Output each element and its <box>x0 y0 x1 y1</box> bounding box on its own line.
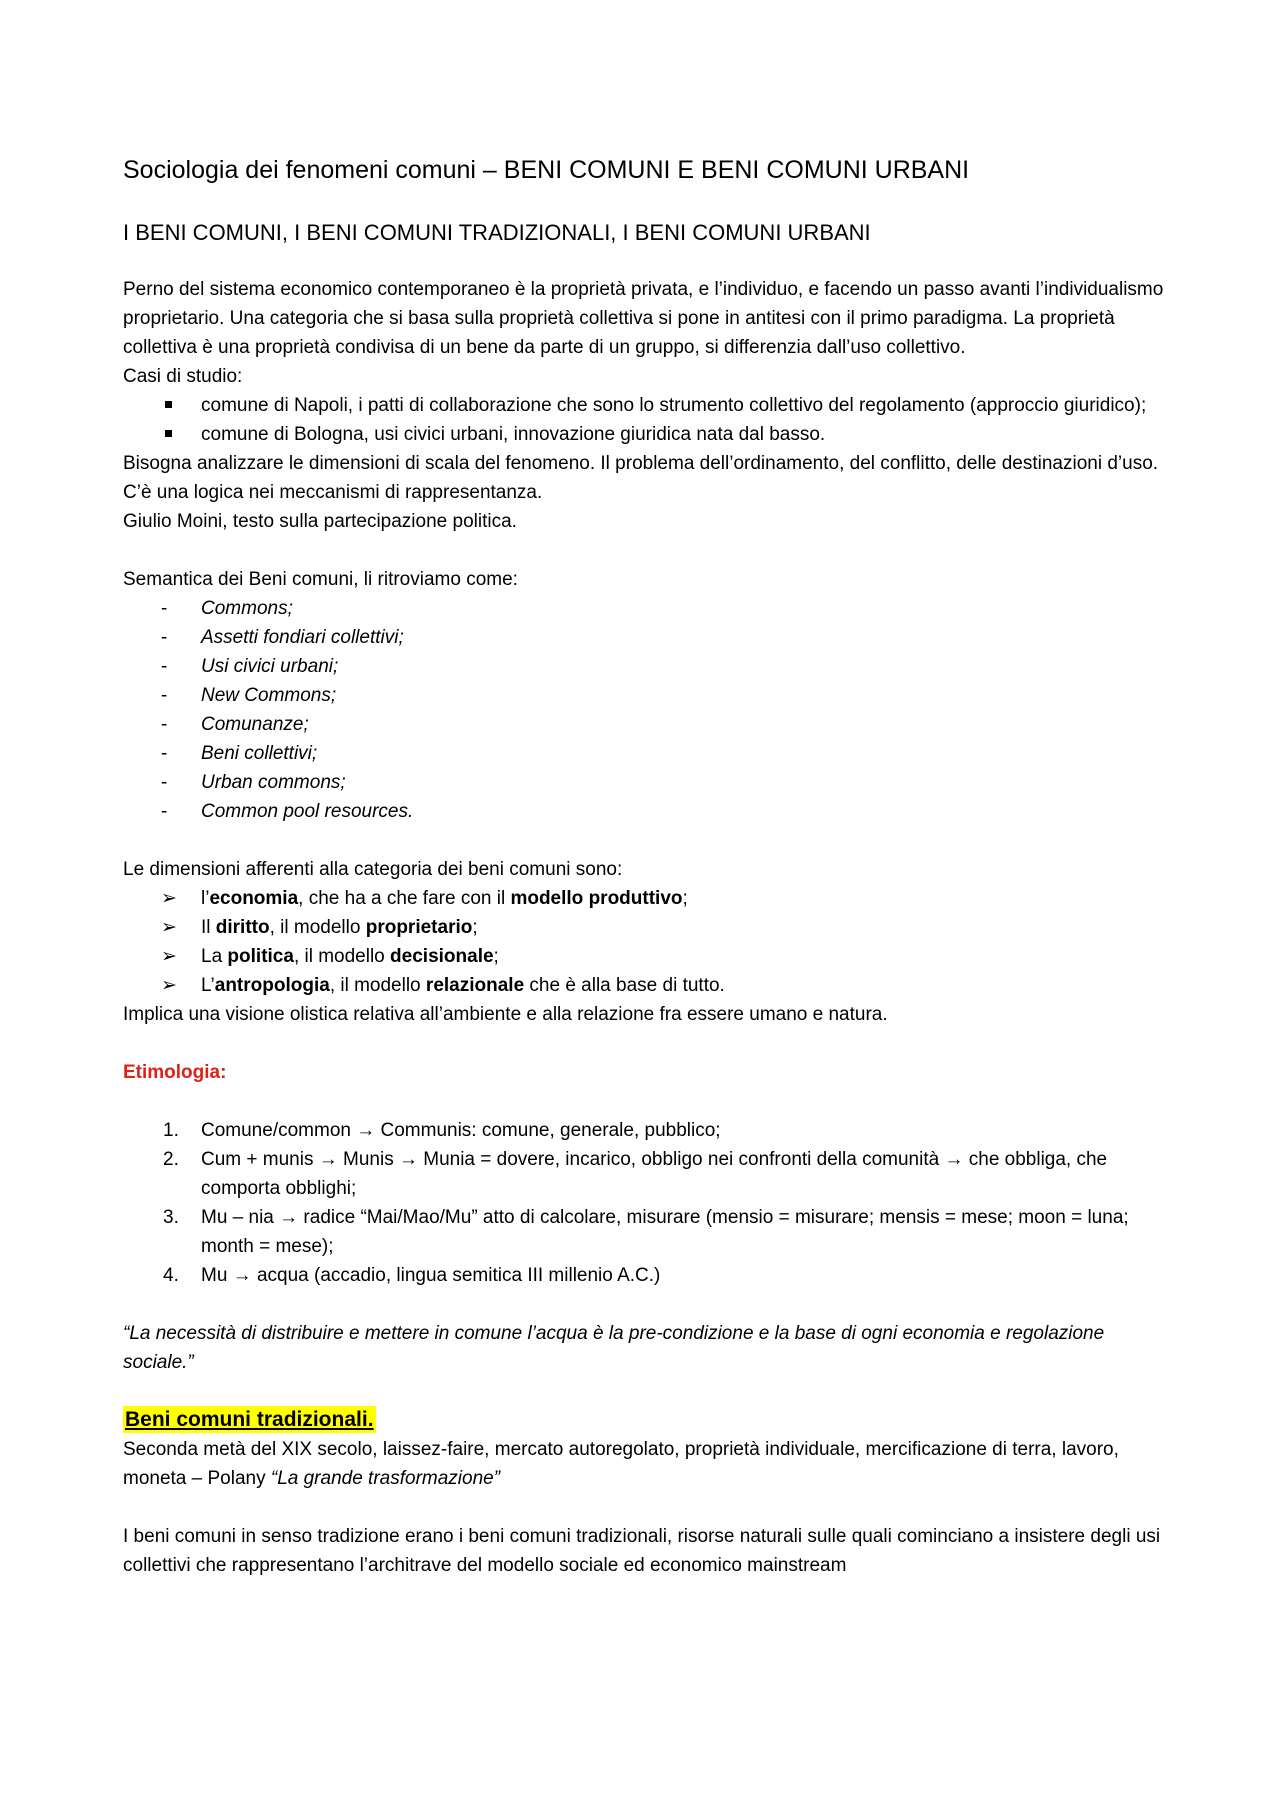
list-item: ➢ l’economia, che ha a che fare con il modello produttivo; <box>123 884 1180 913</box>
arrow-bullet-icon: ➢ <box>161 946 177 967</box>
arrow-bullet-icon: ➢ <box>161 975 177 996</box>
dash-bullet-icon: - <box>161 743 168 764</box>
semantica-list <box>123 594 1180 826</box>
list-item: 2. Cum + munis → Munis → Munia = dovere, incarico, obbligo nei confronti della comunità → che obbliga, che comporta obblighi; <box>163 1149 1108 1199</box>
moini-paragraph: Giulio Moini, testo sulla partecipazione politica. <box>123 511 517 532</box>
tradizionali-paragraph-2: I beni comuni in senso tradizione erano i beni comuni tradizionali, risorse naturali sulle quali cominciano a insistere degli usi collettivi che rappresentano l’architrave del modello sociale ed economico mainstream <box>123 1526 1161 1576</box>
list-item: - Assetti fondiari collettivi; <box>123 623 1180 652</box>
page-title: Sociologia dei fenomeni comuni – BENI COMUNI E BENI COMUNI URBANI <box>123 156 970 184</box>
tradizionali-heading-row <box>123 1406 1180 1435</box>
cases-list <box>123 391 1180 449</box>
list-item: 3. Mu – nia → radice “Mai/Mao/Mu” atto di calcolare, misurare (mensio = misurare; mensis = mese; moon = luna; month = mese); <box>163 1207 1129 1257</box>
arrow-bullet-icon: ➢ <box>161 917 177 938</box>
list-item: - Beni collettivi; <box>123 739 1180 768</box>
dash-bullet-icon: - <box>161 685 168 706</box>
dimensioni-list <box>123 884 1180 1000</box>
list-item: 4. Mu → acqua (accadio, lingua semitica III millenio A.C.) <box>163 1265 661 1286</box>
dash-bullet-icon: - <box>161 801 168 822</box>
section-subtitle: I BENI COMUNI, I BENI COMUNI TRADIZIONALI, I BENI COMUNI URBANI <box>123 220 871 245</box>
list-item: - Commons; <box>123 594 1180 623</box>
list-item: 1. Comune/common → Communis: comune, generale, pubblico; <box>163 1120 721 1141</box>
cases-label: Casi di studio: <box>123 366 243 387</box>
dash-bullet-icon: - <box>161 714 168 735</box>
list-item: comune di Napoli, i patti di collaborazione che sono lo strumento collettivo del regolamento (approccio giuridico); <box>201 395 1147 416</box>
dash-bullet-icon: - <box>161 598 168 619</box>
dash-bullet-icon: - <box>161 656 168 677</box>
dash-bullet-icon: - <box>161 627 168 648</box>
list-item: - Common pool resources. <box>123 797 1180 826</box>
list-item: ➢ Il diritto, il modello proprietario; <box>123 913 1180 942</box>
tradizionali-paragraph-1: Seconda metà del XIX secolo, laissez-faire, mercato autoregolato, proprietà individuale, mercificazione di terra, lavoro, moneta – Polany “La grande trasformazione” <box>123 1439 1119 1489</box>
list-item: - New Commons; <box>123 681 1180 710</box>
list-item: - Usi civici urbani; <box>123 652 1180 681</box>
list-item: ➢ La politica, il modello decisionale; <box>123 942 1180 971</box>
list-item: ➢ L’antropologia, il modello relazionale che è alla base di tutto. <box>123 971 1180 1000</box>
etimologia-list <box>123 1116 1180 1290</box>
arrow-bullet-icon: ➢ <box>161 888 177 909</box>
dimensioni-conclusion: Implica una visione olistica relativa all’ambiente e alla relazione fra essere umano e natura. <box>123 1004 888 1025</box>
tradizionali-heading: Beni comuni tradizionali. <box>125 1408 374 1431</box>
list-item: - Urban commons; <box>123 768 1180 797</box>
semantica-label: Semantica dei Beni comuni, li ritroviamo come: <box>123 569 518 590</box>
list-item: - Comunanze; <box>123 710 1180 739</box>
intro-paragraph: Perno del sistema economico contemporaneo è la proprietà privata, e l’individuo, e facendo un passo avanti l’individualismo proprietario. Una categoria che si basa sulla proprietà collettiva si pone in antitesi con il primo paradigma. La proprietà collettiva è una proprietà condivisa di un bene da parte di un gruppo, si differenzia dall’uso collettivo. <box>123 279 1164 358</box>
dimensioni-label: Le dimensioni afferenti alla categoria dei beni comuni sono: <box>123 859 623 880</box>
dash-bullet-icon: - <box>161 772 168 793</box>
list-item: comune di Bologna, usi civici urbani, innovazione giuridica nata dal basso. <box>201 424 826 445</box>
etimologia-heading: Etimologia: <box>123 1062 227 1083</box>
scale-paragraph: Bisogna analizzare le dimensioni di scala del fenomeno. Il problema dell’ordinamento, del conflitto, delle destinazioni d’uso. C’è una logica nei meccanismi di rappresentanza. <box>123 453 1159 503</box>
etimologia-quote: “La necessità di distribuire e mettere in comune l’acqua è la pre-condizione e la base di ogni economia e regolazione sociale.” <box>123 1323 1105 1373</box>
